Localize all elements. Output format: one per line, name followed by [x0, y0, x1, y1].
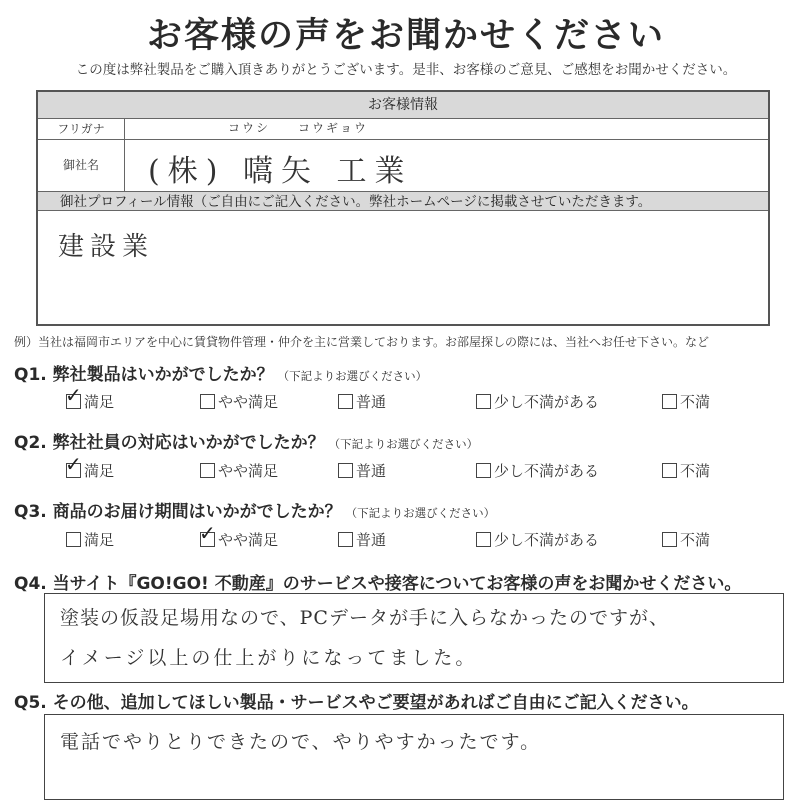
q2-option-somewhat-dissatisfied[interactable]: 少し不満がある [476, 460, 599, 481]
row-divider [38, 139, 768, 140]
checkbox[interactable] [65, 383, 82, 409]
q1-option-dissatisfied[interactable]: 不満 [662, 391, 710, 412]
q5-answer-line: 電話でやりとりできたので、やりやすかったです。 [60, 731, 542, 753]
checkmark-icon: ✓ [65, 452, 82, 476]
profile-heading: 御社プロフィール情報（ご自由にご記入ください。弊社ホームページに掲載させていただきます。 [38, 191, 768, 211]
q4-answer-line: 塗装の仮設足場用なので、PCデータが手に入らなかったのですが、 [60, 607, 669, 629]
company-name-value[interactable]: (株) 嚆矢 工業 [148, 154, 413, 189]
company-name-label: 御社名 [62, 158, 99, 172]
q1-option-satisfied[interactable]: ✓ 満足 [65, 383, 115, 411]
q1-option-somewhat-dissatisfied[interactable]: 少し不満がある [476, 391, 599, 412]
q3-option-satisfied[interactable]: 満足 [66, 529, 114, 550]
checkbox[interactable] [476, 394, 491, 409]
checkbox[interactable] [199, 521, 216, 547]
q2-option-satisfied[interactable]: ✓ 満足 [65, 452, 115, 480]
q1-option-neutral[interactable]: 普通 [338, 391, 386, 412]
q2-option-neutral[interactable]: 普通 [338, 460, 386, 481]
q5-title: Q5. その他、追加してほしい製品・サービスやご要望があればご自由にご記入ください。 [14, 693, 699, 713]
checkbox[interactable] [476, 463, 491, 478]
checkbox[interactable] [476, 532, 491, 547]
checkbox[interactable] [338, 394, 353, 409]
checkbox[interactable] [65, 452, 82, 478]
label-column-divider [124, 118, 125, 191]
q4-title: Q4. 当サイト『GO!GO! 不動産』のサービスや接客についてお客様の声をお聞かせください。 [14, 574, 742, 594]
customer-info-heading: お客様情報 [38, 92, 768, 119]
furigana-label: フリガナ [57, 122, 105, 136]
furigana-value[interactable]: コウシ コウギョウ [228, 121, 369, 135]
q3-title: Q3. 商品のお届け期間はいかがでしたか？ （下記よりお選びください） [14, 502, 496, 522]
q2-option-somewhat-satisfied[interactable]: やや満足 [200, 460, 278, 481]
checkbox[interactable] [200, 463, 215, 478]
q2-option-dissatisfied[interactable]: 不満 [662, 460, 710, 481]
q3-option-dissatisfied[interactable]: 不満 [662, 529, 710, 550]
profile-value[interactable]: 建設業 [58, 232, 155, 262]
checkmark-icon: ✓ [65, 383, 82, 407]
q4-answer-line: イメージ以上の仕上がりになってました。 [60, 647, 478, 669]
checkbox[interactable] [662, 394, 677, 409]
checkbox[interactable] [662, 532, 677, 547]
customer-info-box [36, 90, 770, 326]
q1-option-somewhat-satisfied[interactable]: やや満足 [200, 391, 278, 412]
q3-option-somewhat-satisfied[interactable]: ✓ やや満足 [199, 521, 279, 549]
q3-option-neutral[interactable]: 普通 [338, 529, 386, 550]
profile-example-note: 例）当社は福岡市エリアを中心に賃貸物件管理・仲介を主に営業しております。お部屋探しの際には、当社へお任せ下さい。など [14, 335, 710, 349]
q3-option-somewhat-dissatisfied[interactable]: 少し不満がある [476, 529, 599, 550]
checkmark-icon: ✓ [199, 521, 216, 545]
q2-title: Q2. 弊社社員の対応はいかがでしたか？ （下記よりお選びください） [14, 433, 479, 453]
checkbox[interactable] [338, 463, 353, 478]
checkbox[interactable] [662, 463, 677, 478]
checkbox[interactable] [66, 532, 81, 547]
checkbox[interactable] [338, 532, 353, 547]
form-subtitle: この度は弊社製品をご購入頂きありがとうございます。是非、お客様のご意見、ご感想をお聞かせください。 [75, 62, 737, 78]
q1-title: Q1. 弊社製品はいかがでしたか？ （下記よりお選びください） [14, 365, 428, 385]
checkbox[interactable] [200, 394, 215, 409]
form-title: お客様の声をお聞かせください [146, 16, 665, 56]
